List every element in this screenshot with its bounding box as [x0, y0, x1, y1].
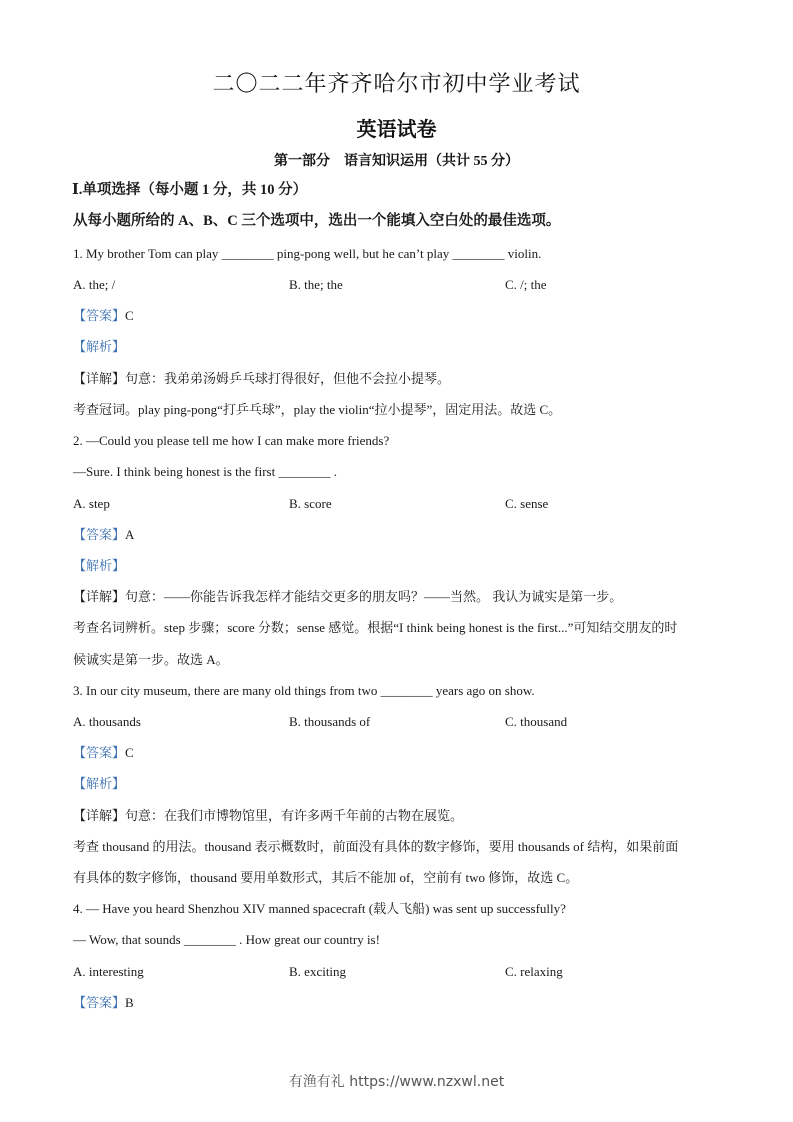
question-3-answer: [73, 745, 134, 761]
option-c: C. thousand: [505, 714, 568, 729]
option-a: A. the; /: [73, 277, 116, 292]
option-b: B. the; the: [289, 277, 343, 292]
detail-text: 句意：——你能告诉我怎样才能结交更多的朋友吗？——当然。 我认为诚实是第一步。: [125, 589, 623, 604]
option-b: B. exciting: [289, 964, 347, 979]
question-2-explanation-line1: 考查名词辨析。step 步骤；score 分数；sense 感觉。根据“I think being honest is the first...”可知结交朋友的时: [73, 620, 678, 635]
question-4-options: [73, 964, 713, 980]
question-4-answer: [73, 995, 134, 1011]
question-2-stem-line1: 2. —Could you please tell me how I can make more friends?: [73, 433, 390, 448]
detail-label: 【详解】: [73, 371, 126, 386]
option-c: C. sense: [505, 496, 549, 511]
question-1-answer: [73, 308, 134, 324]
answer-label: 【答案】: [73, 995, 126, 1010]
option-c: C. relaxing: [505, 964, 563, 979]
question-3-explanation-line2: 有具体的数字修饰，thousand 要用单数形式，其后不能加 of，空前有 two 修饰，故选 C。: [73, 870, 579, 885]
option-a: A. step: [73, 496, 110, 511]
question-4-stem-line1: 4. — Have you heard Shenzhou XIV manned spacecraft (载人飞船) was sent up successfully?: [73, 901, 566, 916]
exam-title: 二〇二二年齐齐哈尔市初中学业考试: [212, 71, 581, 96]
analysis-label: 【解析】: [73, 776, 126, 791]
answer-value: B: [125, 995, 134, 1010]
question-4-stem-line2: — Wow, that sounds ________ . How great our country is!: [73, 932, 380, 947]
detail-label: 【详解】: [73, 589, 126, 604]
option-b: B. thousands of: [289, 714, 371, 729]
answer-value: C: [125, 308, 134, 323]
question-3-detail: [73, 808, 463, 824]
option-a: A. thousands: [73, 714, 141, 729]
exam-subject: 英语试卷: [356, 119, 437, 141]
detail-label: 【详解】: [73, 808, 126, 823]
watermark-footer: 有渔有礼 https://www.nzxwl.net: [288, 1074, 505, 1090]
question-1-options: [73, 277, 713, 293]
detail-text: 句意：我弟弟汤姆乒乓球打得很好，但他不会拉小提琴。: [125, 371, 451, 386]
answer-value: A: [125, 527, 135, 542]
question-2-options: [73, 496, 713, 512]
option-b: B. score: [289, 496, 332, 511]
option-c: C. /; the: [505, 277, 547, 292]
question-1-detail: [73, 371, 450, 387]
detail-text: 句意：在我们市博物馆里，有许多两千年前的古物在展览。: [125, 808, 464, 823]
section-instruction: 从每小题所给的 A、B、C 三个选项中，选出一个能填入空白处的最佳选项。: [73, 213, 561, 229]
question-2-explanation-line2: 候诚实是第一步。故选 A。: [73, 652, 229, 667]
analysis-label: 【解析】: [73, 558, 126, 573]
answer-label: 【答案】: [73, 745, 126, 760]
question-3-explanation-line1: 考查 thousand 的用法。thousand 表示概数时，前面没有具体的数字修饰，要用 thousands of 结构，如果前面: [73, 839, 679, 854]
question-3-stem: 3. In our city museum, there are many old things from two ________ years ago on show.: [73, 683, 535, 698]
answer-label: 【答案】: [73, 308, 126, 323]
option-a: A. interesting: [73, 964, 144, 979]
analysis-label: 【解析】: [73, 339, 126, 354]
answer-value: C: [125, 745, 134, 760]
part-heading: 第一部分 语言知识运用（共计 55 分）: [274, 154, 519, 169]
question-1-stem: 1. My brother Tom can play ________ ping-pong well, but he can’t play ________ violin.: [73, 246, 542, 261]
section-heading: Ⅰ.单项选择（每小题 1 分，共 10 分）: [72, 182, 308, 198]
question-2-answer: [73, 527, 134, 543]
question-3-options: [73, 714, 713, 730]
answer-label: 【答案】: [73, 527, 126, 542]
question-2-detail: [73, 589, 622, 605]
question-2-stem-line2: —Sure. I think being honest is the first ________ .: [73, 464, 337, 479]
question-1-explanation: 考查冠词。play ping-pong“打乒乓球”，play the violin“拉小提琴”，固定用法。故选 C。: [73, 402, 562, 417]
